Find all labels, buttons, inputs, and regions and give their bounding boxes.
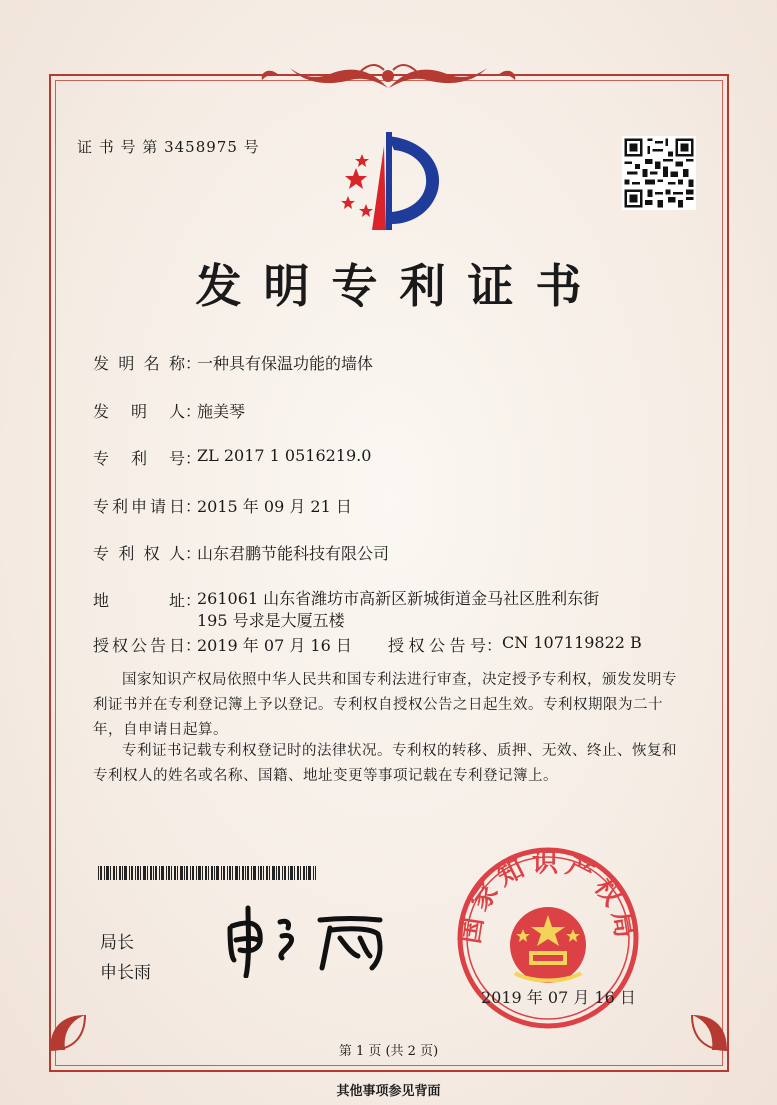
field-value: 2015 年 09 月 21 日: [197, 497, 352, 516]
field-patentee: 专 利 权 人 ： 山东君鹏节能科技有限公司: [93, 541, 389, 564]
seal-date: 2019 年 07 月 16 日: [481, 988, 636, 1007]
certificate-title: 发明专利证书: [195, 259, 604, 313]
field-value: ZL 2017 1 0516219.0: [197, 446, 372, 465]
field-label: 发 明 人: [93, 402, 185, 421]
top-ornament-icon: [260, 58, 517, 94]
signatory-name: 申长雨: [100, 963, 151, 983]
field-label: 授权公告日: [93, 636, 185, 655]
field-label: 专 利 号: [93, 449, 185, 468]
field-invention-name: 发 明 名 称 ： 一种具有保温功能的墙体: [93, 351, 373, 374]
certificate-number: 证 书 号 第 3458975 号: [77, 138, 260, 156]
seal-text: 国家知识产权局: [455, 848, 641, 946]
field-filing-date: 专利申请日 ： 2015 年 09 月 21 日: [93, 494, 352, 517]
field-label: 专 利 权 人: [93, 544, 185, 563]
field-address: 地 址 ： 261061 山东省潍坊市高新区新城街道金马社区胜利东街 195 号求是大厦五楼: [93, 588, 617, 632]
field-patent-number: 专 利 号 ： ZL 2017 1 0516219.0: [93, 446, 372, 468]
field-value: 施美琴: [197, 402, 246, 421]
field-inventor: 发 明 人 ： 施美琴: [93, 399, 245, 422]
field-label: 发 明 名 称: [93, 354, 185, 373]
statement-paragraph: 专利证书记载专利权登记时的法律状况。专利权的转移、质押、无效、终止、恢复和专利权人的姓名或名称、国籍、地址变更等事项记载在专利登记簿上。: [93, 743, 677, 784]
barcode-icon: [98, 866, 316, 880]
field-value: 山东君鹏节能科技有限公司: [197, 544, 390, 563]
cnipa-logo-icon: [326, 126, 450, 236]
qr-code-icon: [622, 136, 696, 210]
handwritten-signature-icon: [220, 898, 400, 978]
signatory-title: 局长: [100, 933, 134, 953]
field-value: 一种具有保温功能的墙体: [197, 354, 374, 373]
field-label: 地 址: [93, 591, 185, 610]
field-label: 专利申请日: [93, 497, 185, 516]
back-note: 其他事项参见背面: [336, 1084, 441, 1099]
field-value: 2019 年 07 月 16 日: [197, 636, 352, 655]
statement-paragraph: 国家知识产权局依照中华人民共和国专利法进行审查，决定授予专利权，颁发发明专利证书并在专利登记簿上予以登记。专利权自授权公告之日起生效。专利权期限为二十年，自申请日起算。: [93, 672, 677, 738]
page-number: 第 1 页 (共 2 页): [338, 1044, 439, 1059]
field-value: CN 107119822 B: [502, 633, 642, 652]
field-announcement-number: 授权公告号 ： CN 107119822 B: [388, 633, 642, 655]
field-value: 261061 山东省潍坊市高新区新城街道金马社区胜利东街 195 号求是大厦五楼: [197, 589, 600, 630]
field-announcement-date: 授权公告日 ： 2019 年 07 月 16 日: [93, 633, 352, 656]
field-label: 授权公告号: [388, 636, 486, 655]
